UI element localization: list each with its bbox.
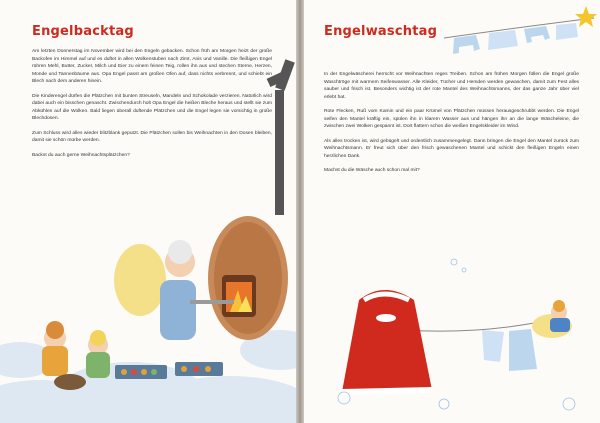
paragraph: Am letzten Donnerstag im November wird bei den Engeln gebacken. Schon früh am Morgen heizt der große Backofen im Himmel auf und es duftet in allen Wolkenstuben nach Zimt, Anis und Vanille. Die fleißigen Engel rühren Mehl, Butter, Zucker, Milch und Eier zu einem feinen Teig, rollen ihn aus und stechen Sterne, Herzen, Monde und Tannenbäume aus. Opa Engel passt am großen Ofen auf, dass nichts verbrennt, und schiebt ein Blech nach dem anderen hinein. <box>32 49 272 84</box>
santa-coat-icon <box>342 290 432 392</box>
book-gutter <box>296 0 304 423</box>
story-text-right <box>324 71 579 182</box>
paragraph: In der Engelwäscherei herrscht vor Weihnachten reges Treiben. Schon am frühen Morgen füllen die Engel große Waschtröge mit warmem Seifenwasser. Alle Kleider, Tücher und Hemden werden gewaschen, damit zum Fest alles sauber und frisch ist. Besonders wichtig ist der rote Mantel des Weihnachtsmanns, der das ganze Jahr über viel erlebt hat. <box>324 72 579 100</box>
flying-angel-icon <box>532 300 572 338</box>
question-line: Machst du die Wäsche auch schon mal mit? <box>324 168 420 173</box>
paragraph: Zum Schluss wird alles wieder blitzblank geputzt. Die Plätzchen sollen bis Weihnachten in den Dosen bleiben, damit sie schön mürbe werden. <box>32 130 272 143</box>
page-title-left: Engelbacktag <box>32 24 134 39</box>
paragraph: Rote Flecken, Ruß vom Kamin und ein paar Krümel von Plätzchen müssen herausgeschrubbt werden. Die Engel seifen den Mantel kräftig ein, spülen ihn in klarem Wasser aus und hängen ihn an die lange Wäscheleine, die zwischen zwei Wolken gespannt ist. Dort flattern schon die weißen Engelskleider im Wind. <box>324 109 579 129</box>
right-page <box>304 0 600 423</box>
question-line: Backst du auch gerne Weihnachtsplätzchen? <box>32 152 130 158</box>
clothesline-top-icon <box>444 6 597 54</box>
paragraph: Die Kinderengel dürfen die Plätzchen mit bunten Streuseln, Mandeln und Schokolade verzieren. Natürlich wird dabei auch ein bisschen genascht. Zwischendurch holt Opa Engel die heißen Bleche heraus und stellt sie zum Abkühlen auf die Wolken. Bald liegen überall duftende Plätzchen und die Engel legen sie vorsichtig in große Blechdosen. <box>32 93 272 121</box>
laundry-illustration <box>304 0 600 423</box>
page-title-right: Engelwaschtag <box>324 24 438 39</box>
paragraph: Als alles trocken ist, wird gebügelt und ordentlich zusammengelegt. Dann bringen die Engel den Mantel zurück zum Weihnachtsmann. Er freut sich über den frisch gewaschenen Mantel und schickt den fleißigen Engeln einen herzlichen Dank. <box>324 138 579 159</box>
story-text-left <box>32 48 272 166</box>
left-page <box>0 0 296 423</box>
oven-icon <box>208 216 288 340</box>
